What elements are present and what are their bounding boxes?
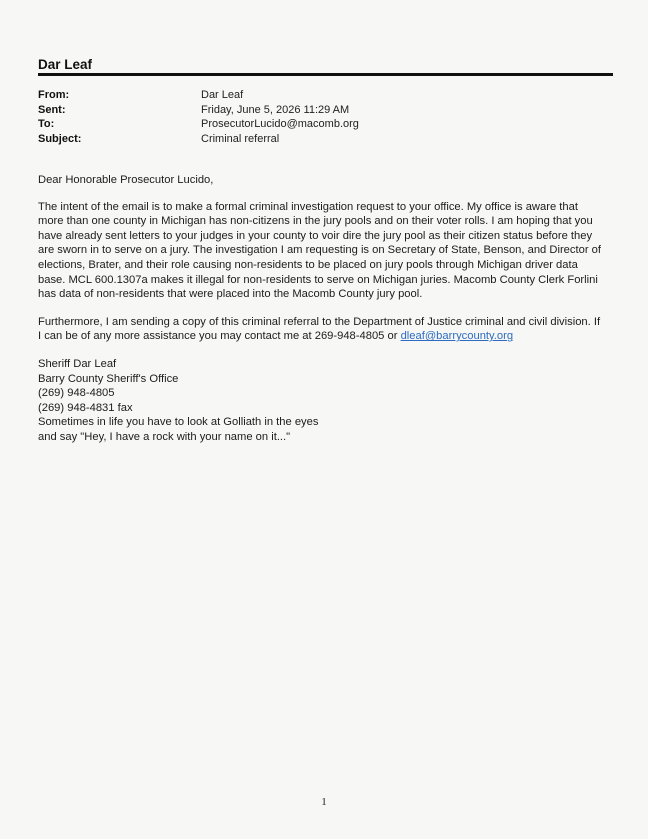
header-value: Criminal referral (201, 132, 280, 145)
body-line: has data of non-residents that were placed into the Macomb County jury pool. (38, 288, 423, 301)
email-headers (38, 88, 598, 146)
sender-name: Dar Leaf (38, 57, 93, 72)
signature-line: Barry County Sheriff's Office (38, 372, 179, 385)
body-line: The intent of the email is to make a formal criminal investigation request to your office. My office is aware that (38, 200, 578, 213)
page-number: 1 (321, 796, 327, 808)
header-divider (38, 73, 613, 76)
body-line: base. MCL 600.1307a makes it illegal for non-residents to serve on Michigan juries. Macomb County Clerk Forlini (38, 273, 598, 286)
header-label: To: (38, 118, 55, 130)
paragraph-2 (38, 315, 613, 344)
header-label: Sent: (38, 103, 66, 116)
body-line: are sworn in to serve on a jury. The investigation I am requesting is on Secretary of State, Benson, and Director of (38, 244, 601, 257)
contact-email-link[interactable]: dleaf@barrycounty.org (400, 330, 514, 343)
signature-line: (269) 948-4831 fax (38, 401, 133, 414)
signature-line: Sometimes in life you have to look at Golliath in the eyes (38, 416, 319, 429)
header-value: Friday, June 5, 2026 11:29 AM (201, 103, 350, 116)
header-label: From: (38, 89, 70, 101)
contact-text: I can be of any more assistance you may contact me at 269-948-4805 or (38, 330, 401, 343)
body-line: have already sent letters to your judges in your county to voir dire the jury pool as their citizen status before they (38, 229, 593, 242)
body-line: more than one county in Michigan has non-citizens in the jury pools and on their voter rolls. I am hoping that you (38, 215, 593, 228)
header-from (38, 88, 598, 103)
signature-block (38, 357, 613, 445)
body-line (38, 329, 613, 344)
header-label: Subject: (38, 132, 82, 145)
signature-line: and say "Hey, I have a rock with your name on it..." (38, 430, 291, 443)
header-to (38, 117, 598, 132)
header-value: Dar Leaf (201, 89, 244, 101)
body-line: Furthermore, I am sending a copy of this criminal referral to the Department of Justice criminal and civil division. If (38, 315, 601, 328)
header-value: ProsecutorLucido@macomb.org (201, 118, 359, 130)
header-sent (38, 103, 598, 118)
header-subject (38, 132, 598, 147)
signature-line: (269) 948-4805 (38, 387, 115, 400)
email-body (38, 173, 613, 445)
signature-line: Sheriff Dar Leaf (38, 357, 117, 370)
greeting: Dear Honorable Prosecutor Lucido, (38, 174, 214, 186)
paragraph-1 (38, 200, 613, 302)
body-line: elections, Brater, and their role causing non-residents to be placed on jury pools through Michigan driver data (38, 258, 578, 271)
